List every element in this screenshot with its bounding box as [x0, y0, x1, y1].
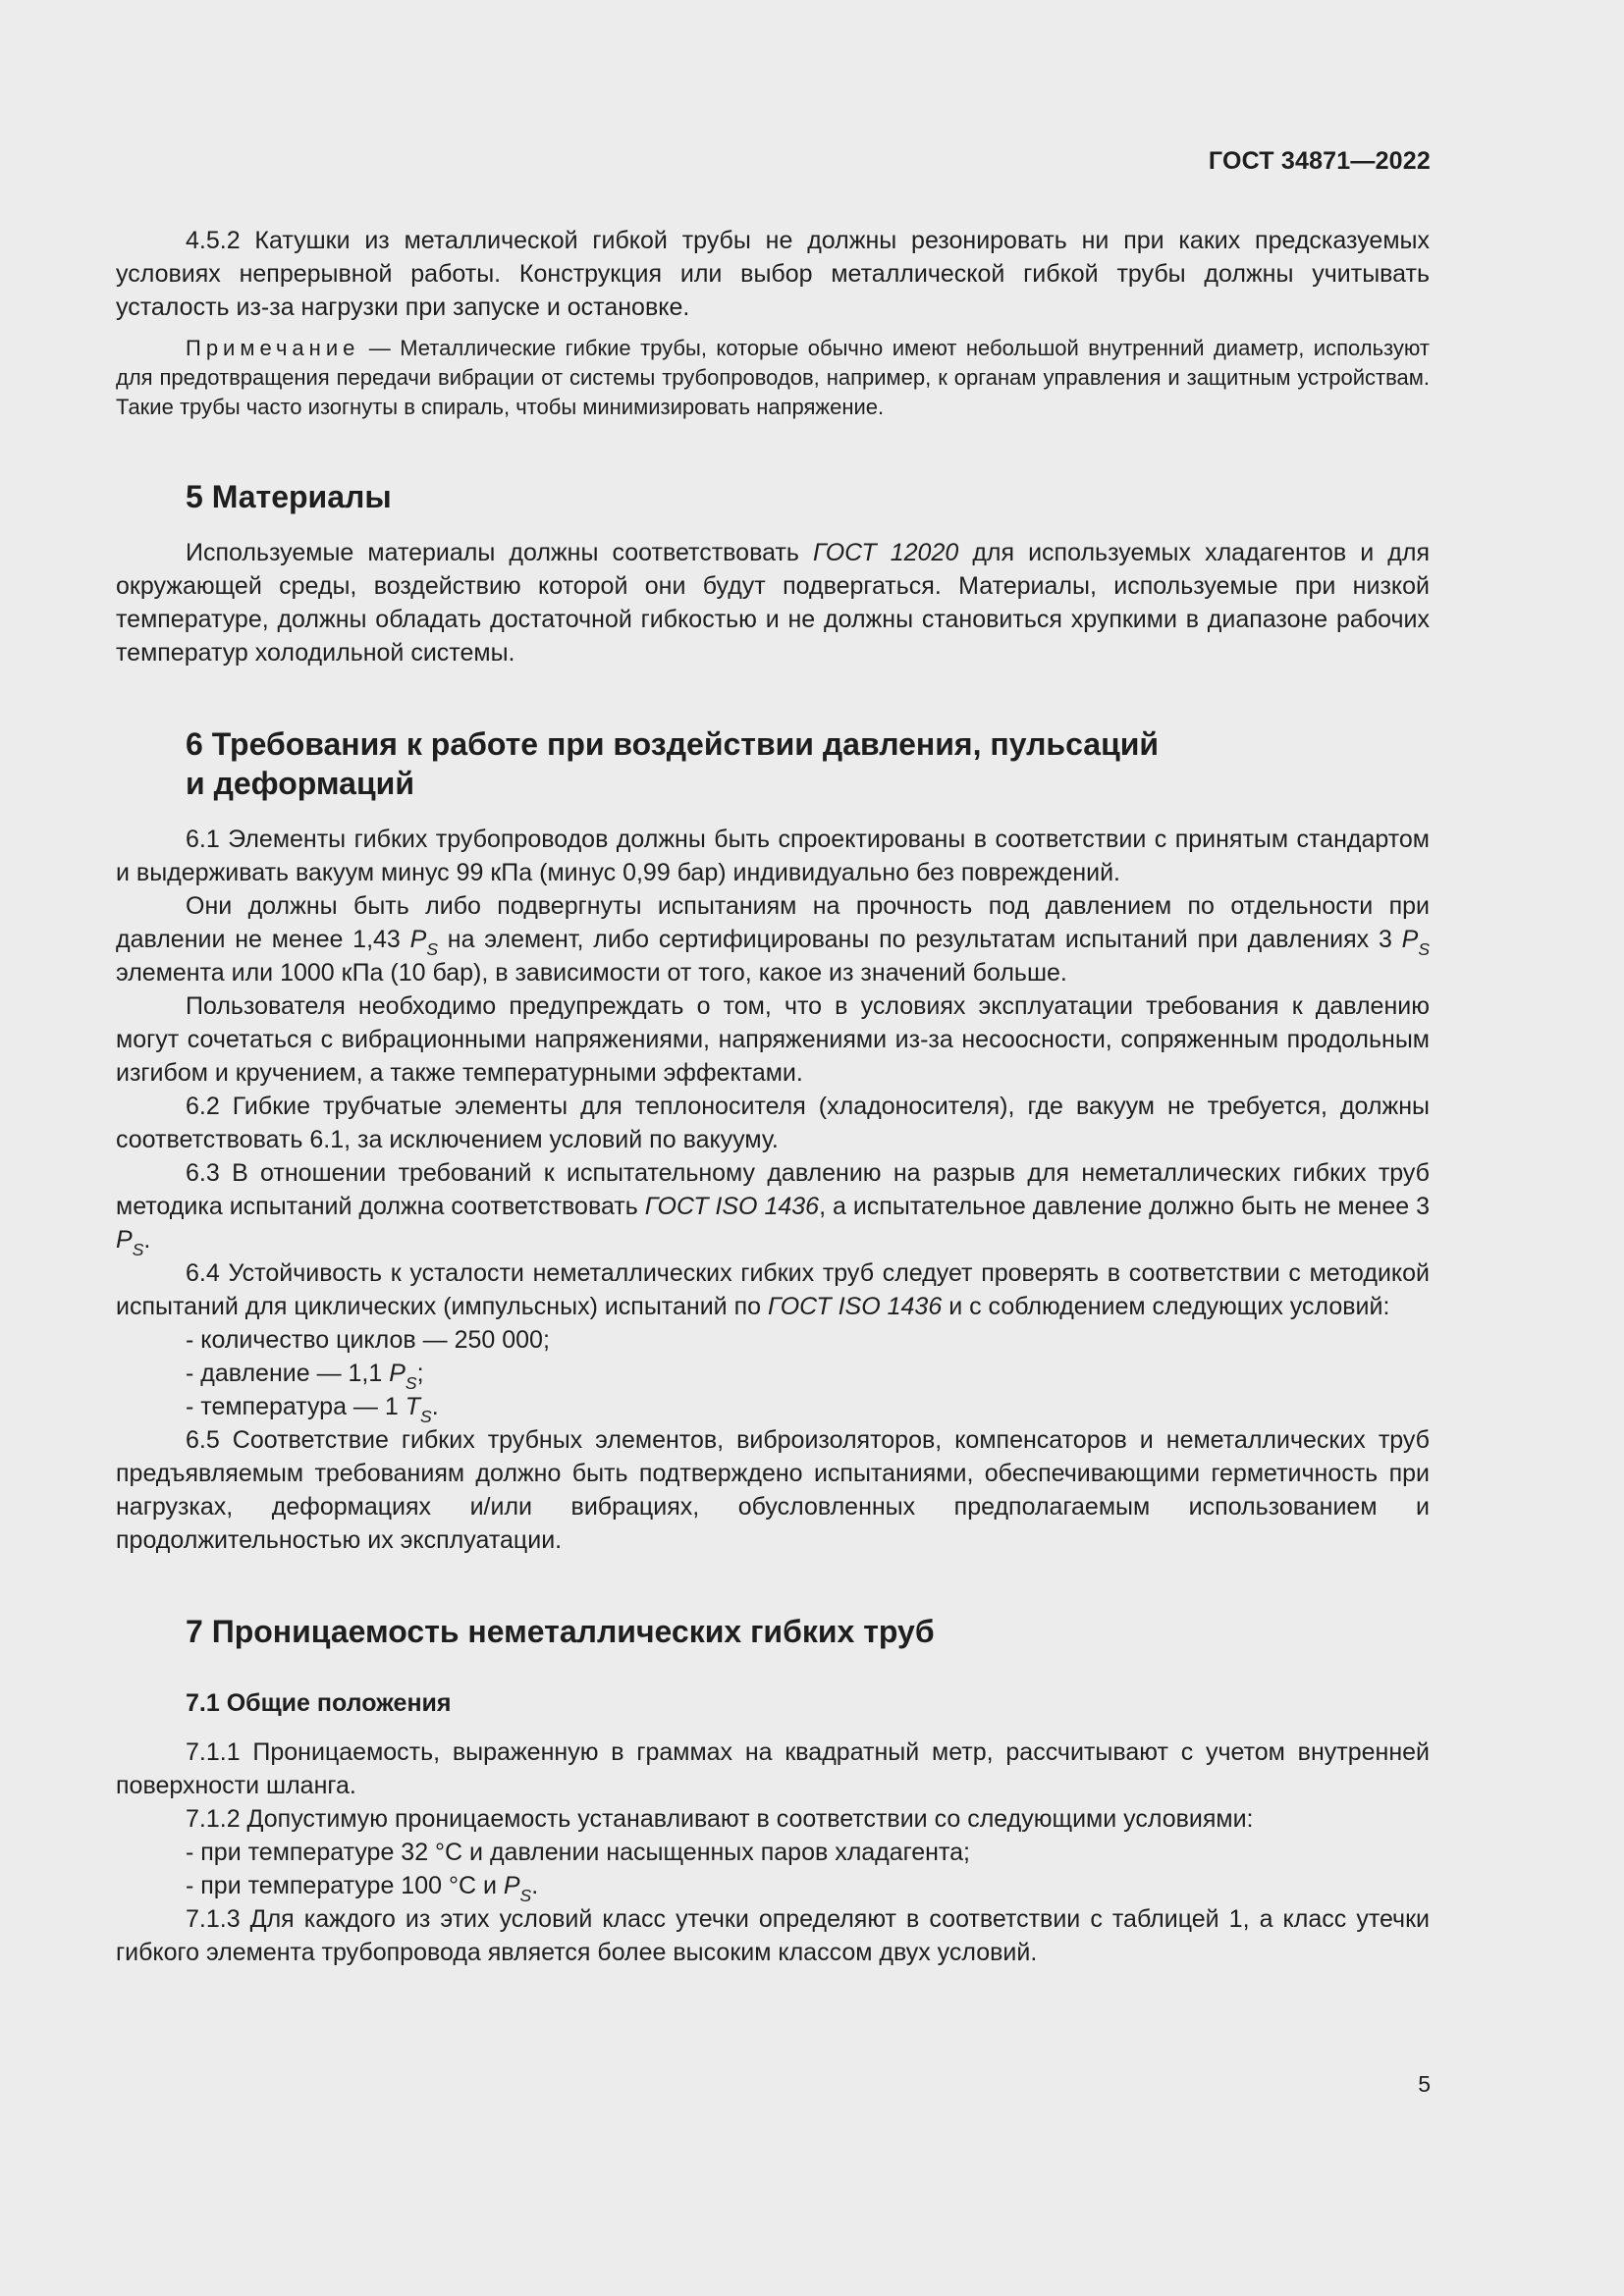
clause-6-4 — [116, 1256, 1430, 1323]
symbol-subscript: S — [426, 938, 438, 959]
symbol-subscript: S — [420, 1406, 432, 1426]
text-run: ; — [416, 1360, 424, 1387]
clause-4-5-2: 4.5.2 Катушки из металлической гибкой трубы не должны резонировать ни при каких предсказуемых условиях непрерывной работы. Конструкция или выбор металлической гибкой трубы должны учитывать усталость из-за нагрузки при запуске и остановке. — [116, 227, 1430, 321]
symbol-letter: T — [405, 1393, 421, 1420]
text-run: на элемент, либо сертифицированы по результатам испытаний при давлениях 3 — [438, 926, 1402, 953]
section-5-heading: 5 Материалы — [186, 479, 392, 514]
clause-6-1-pressure — [116, 889, 1430, 989]
list-item: - при температуре 32 °C и давлении насыщенных паров хладагента; — [186, 1839, 970, 1866]
page-content — [116, 224, 1430, 1969]
text-run: - при температуре 100 °C и — [186, 1872, 504, 1899]
text-run: - давление — 1,1 — [186, 1360, 390, 1387]
list-item — [116, 1390, 1430, 1426]
clause-6-5: 6.5 Соответствие гибких трубных элементов, виброизоляторов, компенсаторов и неметаллических труб предъявляемым требованиям должно быть подтверждено испытаниями, обеспечивающими герметичность при нагрузках, деформациях и/или вибрациях, обусловленных предполагаемым использованием и продолжительностью их эксплуатации. — [116, 1426, 1430, 1554]
note-paragraph — [116, 334, 1430, 422]
heading-line: 6 Требования к работе при воздействии давления, пульсаций — [186, 726, 1160, 762]
text-run: и с соблюдением следующих условий: — [942, 1293, 1390, 1320]
clause-7-1-1: 7.1.1 Проницаемость, выраженную в граммах на квадратный метр, рассчитывают с учетом внутренней поверхности шланга. — [116, 1738, 1430, 1799]
text-run: . — [143, 1226, 151, 1254]
text-run: 6.3 В отношении требований к испытательному давлению на разрыв для неметаллических гибких труб методика испытаний должна соответствовать — [116, 1159, 1430, 1220]
symbol-subscript: S — [1418, 938, 1431, 959]
symbol-ps — [116, 1226, 144, 1259]
symbol-subscript: S — [519, 1885, 532, 1905]
symbol-ps — [409, 926, 438, 959]
symbol-subscript: S — [405, 1372, 417, 1393]
text-run: для используемых хладагентов и для окружающей среды, воздействию которой они будут подвергаться. Материалы, используемые при низкой температуре, должны обладать достаточной гибкостью и не должны становиться хрупкими в диапазоне рабочих температур холодильной системы. — [116, 539, 1430, 667]
note-label: Примечание — [186, 336, 360, 360]
text-run: , а испытательное давление должно быть не менее 3 — [819, 1193, 1431, 1220]
list-item: - количество циклов — 250 000; — [186, 1326, 550, 1354]
section-6-heading — [186, 724, 1430, 803]
clause-7-1-3: 7.1.3 Для каждого из этих условий класс утечки определяют в соответствии с таблицей 1, а класс утечки гибкого элемента трубопровода является более высоким классом двух условий. — [116, 1905, 1430, 1966]
clause-6-1-warning: Пользователя необходимо предупреждать о том, что в условиях эксплуатации требования к давлению могут сочетаться с вибрационными напряжениями, напряжениями из-за несоосности, сопряженным продольным изгибом и кручением, а также температурными эффектами. — [116, 992, 1430, 1087]
section-5-paragraph — [116, 536, 1430, 669]
standard-reference: ГОСТ ISO 1436 — [767, 1293, 943, 1320]
text-run: элемента или 1000 кПа (10 бар), в зависимости от того, какое из значений больше. — [116, 959, 1067, 987]
note-text: Металлические гибкие трубы, которые обычно имеют небольшой внутренний диаметр, используют для предотвращения передачи вибрации от системы трубопроводов, например, к органам управления и защитным устройствам. Такие трубы часто изогнуты в спираль, чтобы минимизировать напряжение. — [116, 336, 1430, 419]
symbol-letter: P — [389, 1360, 406, 1387]
subsection-7-1-heading: 7.1 Общие положения — [186, 1689, 452, 1717]
symbol-ts — [405, 1393, 432, 1426]
clause-7-1-2: 7.1.2 Допустимую проницаемость устанавливают в соответствии со следующими условиями: — [186, 1805, 1254, 1833]
page-number: 5 — [1418, 2071, 1431, 2097]
symbol-ps — [389, 1360, 417, 1393]
standard-reference: ГОСТ 12020 — [812, 539, 959, 566]
document-code: ГОСТ 34871—2022 — [1208, 147, 1431, 175]
clause-6-1: 6.1 Элементы гибких трубопроводов должны быть спроектированы в соответствии с принятым стандартом и выдерживать вакуум минус 99 кПа (минус 0,99 бар) индивидуально без повреждений. — [116, 826, 1430, 886]
note-dash: — — [359, 336, 401, 360]
text-run: - температура — 1 — [186, 1393, 406, 1420]
symbol-subscript: S — [132, 1239, 144, 1259]
list-item — [116, 1357, 1430, 1393]
symbol-letter: P — [116, 1226, 133, 1254]
clause-6-3 — [116, 1156, 1431, 1259]
standard-reference: ГОСТ ISO 1436 — [644, 1193, 820, 1220]
text-run: . — [531, 1872, 539, 1899]
text-run: 6.4 Устойчивость к усталости неметаллических гибких труб следует проверять в соответствии с методикой испытаний для циклических (импульсных) испытаний по — [116, 1259, 1430, 1320]
list-item — [116, 1869, 1430, 1905]
section-7-heading: 7 Проницаемость неметаллических гибких труб — [186, 1614, 935, 1649]
heading-line: и деформаций — [186, 766, 414, 801]
text-run: . — [431, 1393, 439, 1420]
clause-6-2: 6.2 Гибкие трубчатые элементы для теплоносителя (хладоносителя), где вакуум не требуется, должны соответствовать 6.1, за исключением условий по вакууму. — [116, 1093, 1430, 1153]
text-run: Они должны быть либо подвергнуты испытаниям на прочность под давлением по отдельности при давлении не менее 1,43 — [116, 892, 1430, 953]
symbol-letter: P — [409, 926, 427, 953]
symbol-letter: P — [503, 1872, 520, 1899]
symbol-ps — [503, 1872, 532, 1905]
text-run: Используемые материалы должны соответствовать — [186, 539, 813, 566]
symbol-ps — [1401, 926, 1431, 959]
symbol-letter: P — [1401, 926, 1419, 953]
